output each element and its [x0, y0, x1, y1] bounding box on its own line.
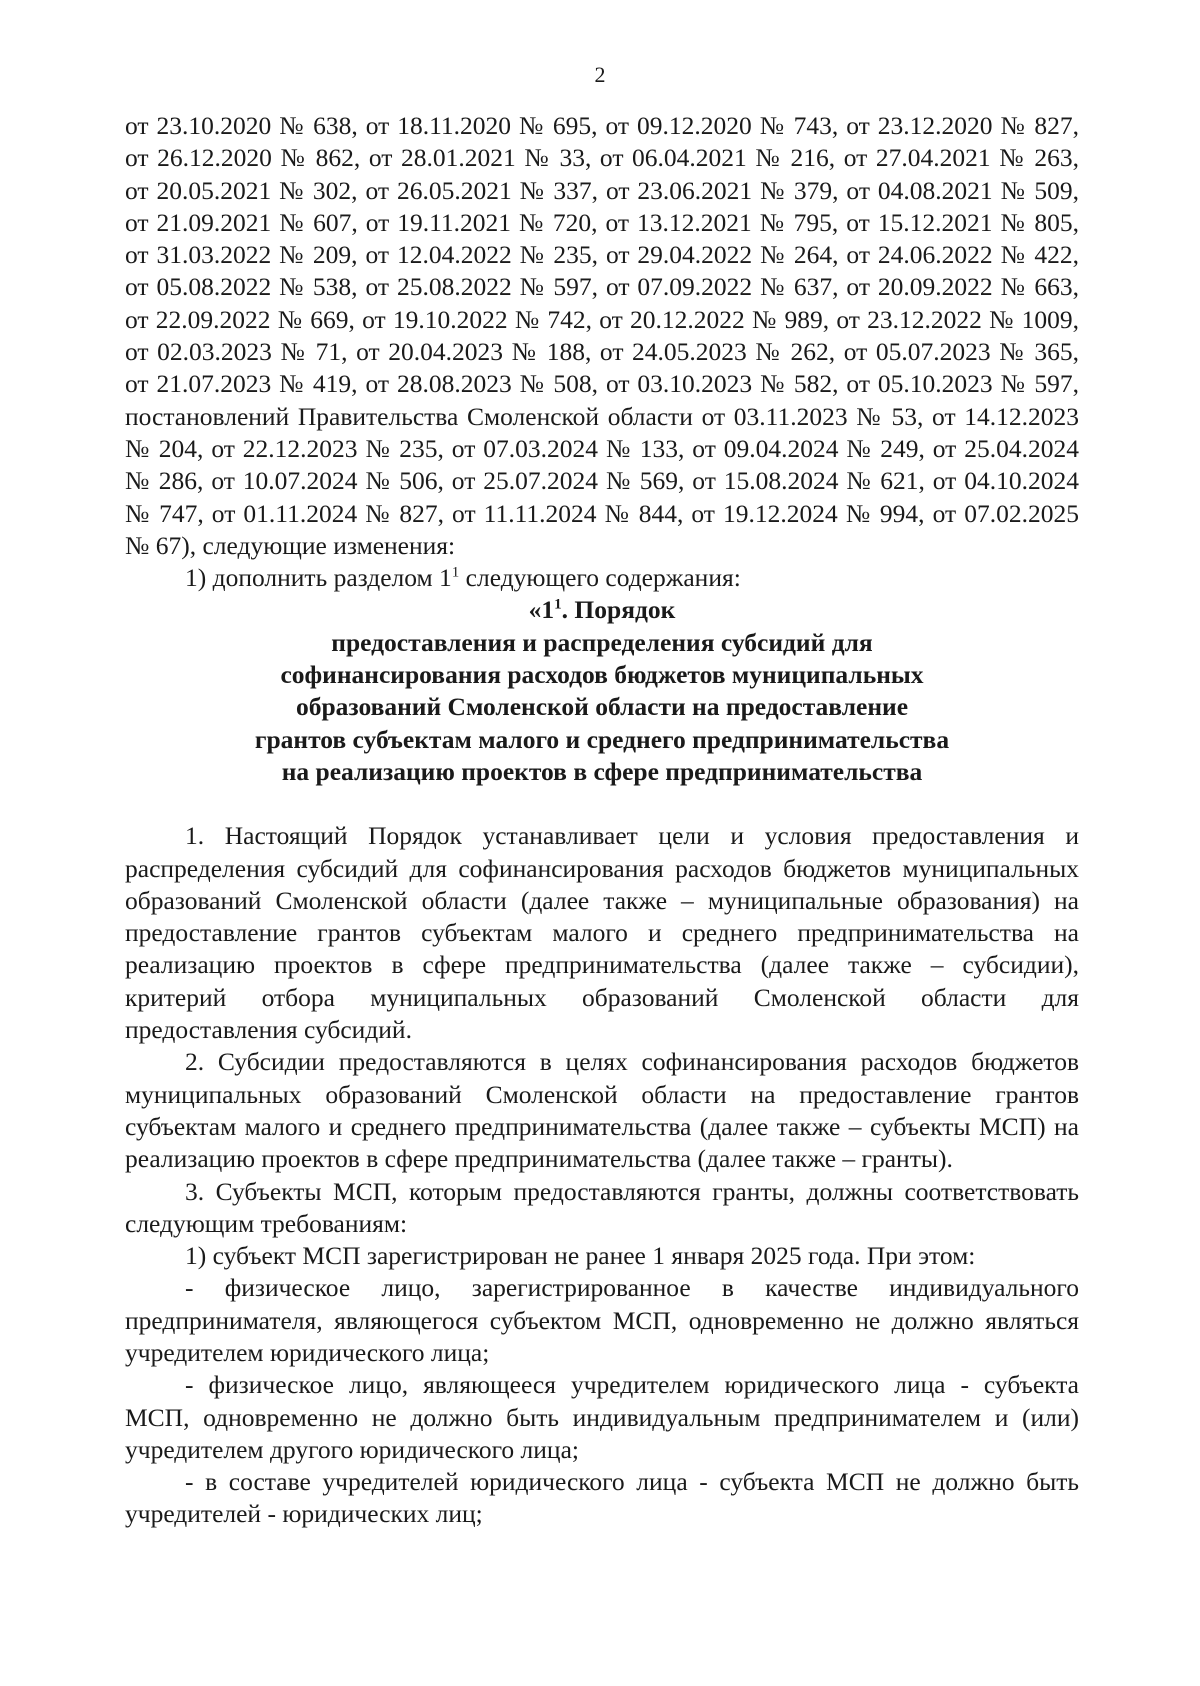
paragraph-1	[125, 820, 1079, 1046]
document-body	[125, 110, 1079, 1531]
paragraph-line: предоставление грантов субъектам малого и среднего предпринимательства на	[125, 918, 1079, 948]
spacer	[125, 788, 1079, 820]
heading-suffix: . Порядок	[561, 595, 676, 625]
amendments-line: от 23.10.2020 № 638, от 18.11.2020 № 695, от 09.12.2020 № 743, от 23.12.2020 № 827,	[125, 111, 1079, 140]
bullet-2	[125, 1369, 1079, 1466]
bullet-line: учредителей - юридических лиц;	[125, 1499, 483, 1529]
bullet-line: МСП, одновременно не должно быть индивидуальным предпринимателем и (или)	[125, 1402, 1079, 1432]
amendments-line: от 31.03.2022 № 209, от 12.04.2022 № 235, от 29.04.2022 № 264, от 24.06.2022 № 422,	[125, 240, 1079, 270]
item-1-sup: 1	[451, 564, 460, 581]
bullet-line: предпринимателя, являющегося субъектом МСП, одновременно не должно являться	[125, 1305, 1079, 1335]
paragraph-line: 2. Субсидии предоставляются в целях софинансирования расходов бюджетов	[185, 1047, 1079, 1077]
amendments-line: № 747, от 01.11.2024 № 827, от 11.11.2024 № 844, от 19.12.2024 № 994, от 07.02.2025	[125, 498, 1079, 528]
amendments-line: № 204, от 22.12.2023 № 235, от 07.03.2024 № 133, от 09.04.2024 № 249, от 25.04.2024	[125, 433, 1079, 463]
paragraph-line: реализацию проектов в сфере предпринимательства (далее также – гранты).	[125, 1144, 953, 1174]
heading-prefix: «1	[528, 595, 555, 625]
item-1	[125, 562, 1079, 594]
section-heading-line: предоставления и распределения субсидий для	[331, 627, 873, 657]
bullet-line: - физическое лицо, являющееся учредителем юридического лица - субъекта	[185, 1370, 1079, 1400]
paragraph-line: субъектам малого и среднего предпринимательства (далее также – субъекты МСП) на	[125, 1111, 1079, 1141]
amendments-line: постановлений Правительства Смоленской области от 03.11.2023 № 53, от 14.12.2023	[125, 401, 1079, 431]
bullet-line: - физическое лицо, зарегистрированное в качестве индивидуального	[185, 1273, 1079, 1303]
bullet-line: - в составе учредителей юридического лица - субъекта МСП не должно быть	[185, 1467, 1079, 1497]
paragraph-line: предоставления субсидий.	[125, 1015, 412, 1045]
page-number: 2	[594, 62, 606, 87]
heading-sup: 1	[554, 596, 562, 613]
section-heading	[125, 594, 1079, 788]
paragraph-line: следующим требованиям:	[125, 1208, 408, 1238]
item-1-suffix: следующего содержания:	[459, 563, 741, 593]
requirement-1: 1) субъект МСП зарегистрирован не ранее 1 января 2025 года. При этом:	[185, 1241, 976, 1271]
amendments-line: от 22.09.2022 № 669, от 19.10.2022 № 742, от 20.12.2022 № 989, от 23.12.2022 № 1009,	[125, 304, 1079, 334]
paragraph-line: 3. Субъекты МСП, которым предоставляются гранты, должны соответствовать	[185, 1176, 1079, 1206]
amendments-line: от 21.07.2023 № 419, от 28.08.2023 № 508, от 03.10.2023 № 582, от 05.10.2023 № 597,	[125, 369, 1079, 399]
paragraph-line: 1. Настоящий Порядок устанавливает цели и условия предоставления и	[185, 821, 1079, 851]
paragraph-3	[125, 1176, 1079, 1241]
section-heading-line: образований Смоленской области на предоставление	[295, 692, 909, 722]
amendments-list	[125, 110, 1079, 562]
paragraph-2	[125, 1046, 1079, 1175]
bullet-1	[125, 1272, 1079, 1369]
bullet-line: учредителем юридического лица;	[125, 1337, 490, 1367]
amendments-line: № 286, от 10.07.2024 № 506, от 25.07.2024 № 569, от 15.08.2024 № 621, от 04.10.2024	[125, 466, 1079, 496]
paragraph-line: критерий отбора муниципальных образований Смоленской области для	[125, 982, 1079, 1012]
amendments-line: № 67), следующие изменения:	[125, 530, 456, 560]
item-1-prefix: 1) дополнить разделом 1	[185, 563, 452, 593]
paragraph-line: распределения субсидий для софинансирования расходов бюджетов муниципальных	[125, 853, 1079, 883]
amendments-line: от 26.12.2020 № 862, от 28.01.2021 № 33, от 06.04.2021 № 216, от 27.04.2021 № 263,	[125, 143, 1079, 173]
bullet-3	[125, 1466, 1079, 1531]
amendments-line: от 05.08.2022 № 538, от 25.08.2022 № 597, от 07.09.2022 № 637, от 20.09.2022 № 663,	[125, 272, 1079, 302]
paragraph-line: реализацию проектов в сфере предпринимательства (далее также – субсидии),	[125, 950, 1079, 980]
paragraph-line: образований Смоленской области (далее также – муниципальные образования) на	[125, 885, 1079, 915]
paragraph-line: муниципальных образований Смоленской области на предоставление грантов	[125, 1079, 1079, 1109]
section-heading-line: грантов субъектам малого и среднего предпринимательства	[254, 724, 950, 754]
section-heading-line: софинансирования расходов бюджетов муниципальных	[280, 660, 924, 690]
section-heading-title	[125, 594, 1079, 626]
amendments-line: от 02.03.2023 № 71, от 20.04.2023 № 188, от 24.05.2023 № 262, от 05.07.2023 № 365,	[125, 337, 1079, 367]
amendments-line: от 21.09.2021 № 607, от 19.11.2021 № 720, от 13.12.2021 № 795, от 15.12.2021 № 805,	[125, 207, 1079, 237]
amendments-line: от 20.05.2021 № 302, от 26.05.2021 № 337, от 23.06.2021 № 379, от 04.08.2021 № 509,	[125, 175, 1079, 205]
bullet-line: учредителем другого юридического лица;	[125, 1434, 579, 1464]
section-heading-line: на реализацию проектов в сфере предпринимательства	[281, 756, 923, 786]
